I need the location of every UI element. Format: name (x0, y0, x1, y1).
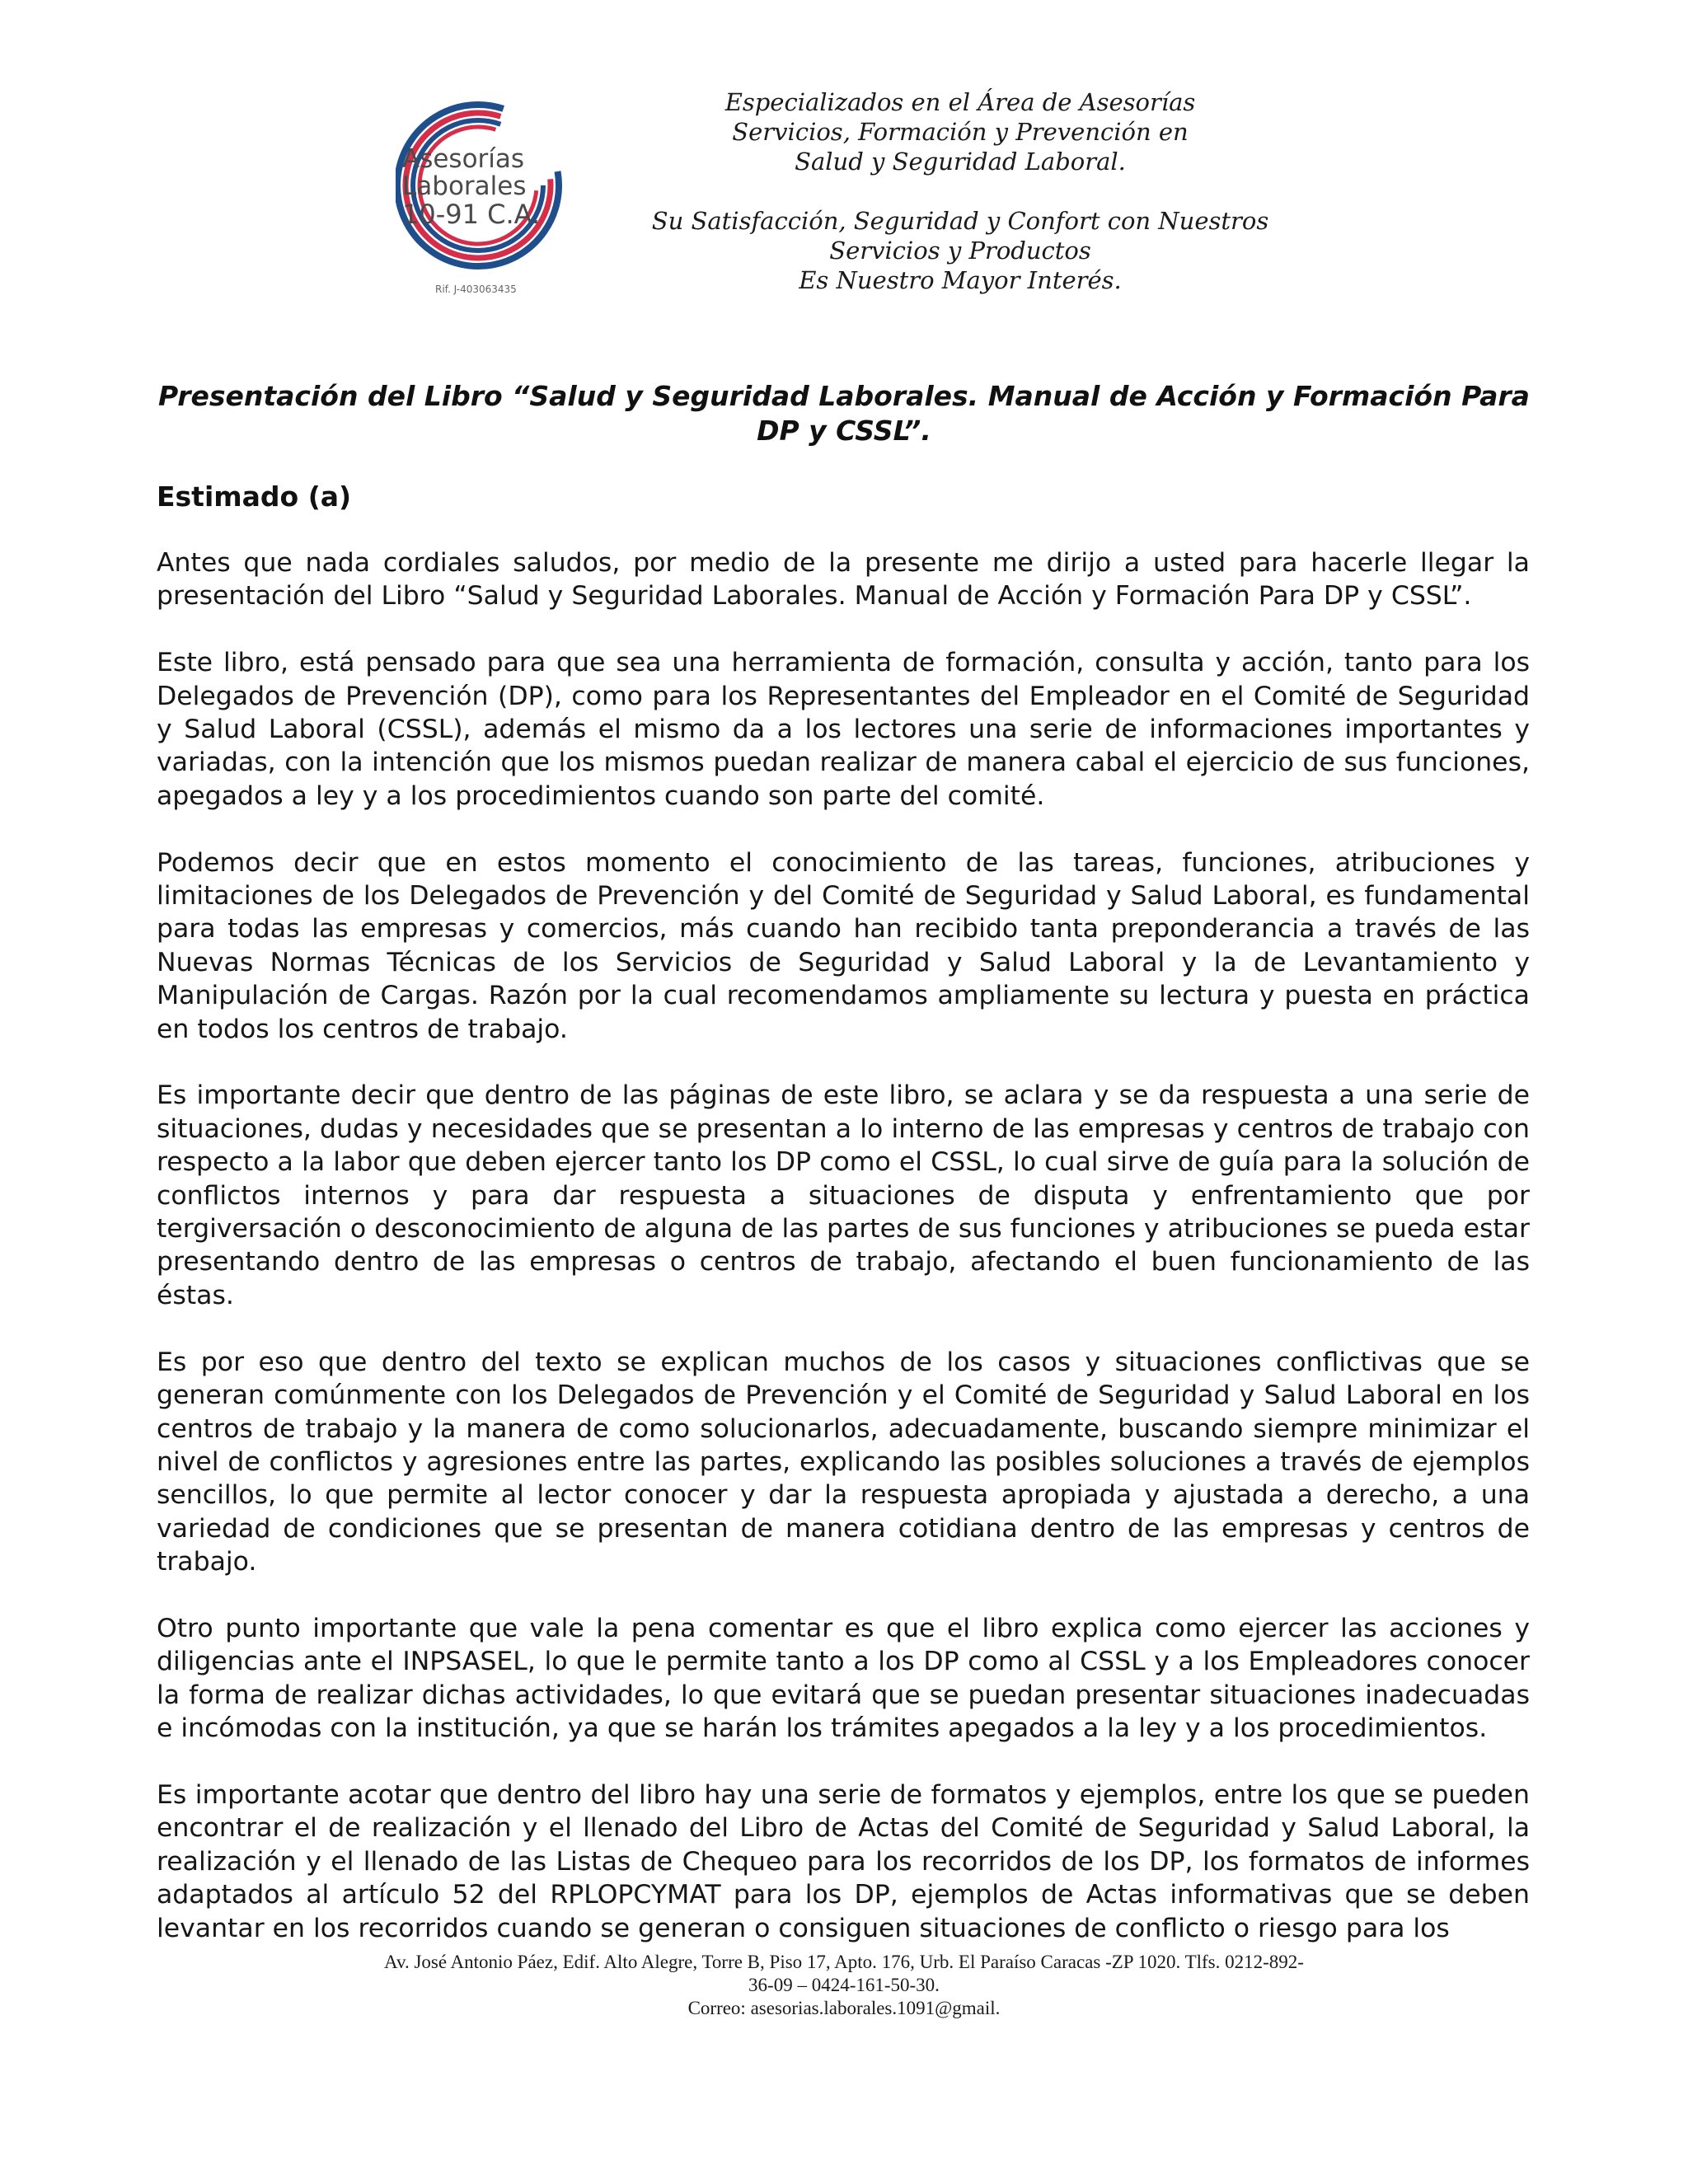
logo-text-line2: Laborales (402, 171, 527, 201)
body-paragraph: Este libro, está pensado para que sea una herramienta de formación, consulta y acción, tanto para los Delegados de Prevención (DP), como para los Representantes del Empleador en el Comité de Seguridad y Salud Laboral (CSSL), además el mismo da a los lectores una serie de informaciones importantes y variadas, con la intención que los mismos puedan realizar de manera cabal el ejercicio de sus funciones, apegados a ley y a los procedimientos cuando son parte del comité. (157, 648, 1530, 811)
company-logo (396, 87, 577, 302)
greeting: Estimado (a) (157, 480, 352, 513)
body-paragraph: Podemos decir que en estos momento el conocimiento de las tareas, funciones, atribuciones y limitaciones de los Delegados de Prevención y del Comité de Seguridad y Salud Laboral, es fundamental para todas las empresas y comercios, más cuando han recibido tanta preponderancia a través de las Nuevas Normas Técnicas de los Servicios de Seguridad y Salud Laboral y la de Levantamiento y Manipulación de Cargas. Razón por la cual recomendamos ampliamente su lectura y puesta en práctica en todos los centros de trabajo. (157, 847, 1530, 1044)
page-footer (280, 1951, 1408, 2020)
tagline-line: Es Nuestro Mayor Interés. (799, 266, 1122, 294)
body-paragraph: Otro punto importante que vale la pena comentar es que el libro explica como ejercer las acciones y diligencias ante el INPSASEL, lo que le permite tanto a los DP como al CSSL y a los Empleadores conocer la forma de realizar dichas actividades, lo que evitará que se puedan presentar situaciones inadecuadas e incómodas con la institución, ya que se harán los trámites apegados a la ley y a los procedimientos. (157, 1613, 1530, 1744)
logo-rif: Rif. J-403063435 (435, 284, 517, 295)
tagline-line: Servicios y Productos (829, 237, 1091, 265)
tagline-line: Especializados en el Área de Asesorías (724, 88, 1196, 116)
logo-text-line1: Asesorías (402, 144, 525, 174)
footer-email: Correo: asesorias.laborales.1091@gmail. (687, 1998, 1001, 2018)
body-paragraph: Es importante acotar que dentro del libro hay una serie de formatos y ejemplos, entre los que se pueden encontrar el de realización y el llenado del Libro de Actas del Comité de Seguridad y Salud Laboral, la realización y el llenado de las Listas de Chequeo para los recorridos de los DP, los formatos de informes adaptados al artículo 52 del RPLOPCYMAT para los DP, ejemplos de Actas informativas que se deben levantar en los recorridos cuando se generan o consiguen situaciones de conflicto o riesgo para los (157, 1779, 1530, 1943)
letter-body (157, 546, 1530, 1945)
body-paragraph: Antes que nada cordiales saludos, por medio de la presente me dirijo a usted para hacerle llegar la presentación del Libro “Salud y Seguridad Laborales. Manual de Acción y Formación Para DP y CSSL”. (157, 548, 1530, 612)
tagline-line: Su Satisfacción, Seguridad y Confort con Nuestros (651, 207, 1269, 235)
body-paragraph: Es importante decir que dentro de las páginas de este libro, se aclara y se da respuesta a una serie de situaciones, dudas y necesidades que se presentan a lo interno de las empresas y centros de trabajo con respecto a la labor que deben ejercer tanto los DP como el CSSL, lo cual sirve de guía para la solución de conflictos internos y para dar respuesta a situaciones de disputa y enfrentamiento que por tergiversación o desconocimiento de alguna de las partes de sus funciones y atribuciones se pueda estar presentando dentro de las empresas o centros de trabajo, afectando el buen funcionamiento de las éstas. (157, 1080, 1530, 1310)
document-title: Presentación del Libro “Salud y Seguridad Laborales. Manual de Acción y Formación Para DP y CSSL”. (158, 380, 1530, 447)
footer-phones: 36-09 – 0424-161-50-30. (748, 1975, 940, 1995)
logo-text-line3: 10-91 C.A. (402, 199, 541, 230)
footer-address: Av. José Antonio Páez, Edif. Alto Alegre, Torre B, Piso 17, Apto. 176, Urb. El Paraíso Caracas -ZP 1020. Tlfs. 0212-892- (384, 1952, 1304, 1972)
tagline-line: Servicios, Formación y Prevención en (732, 118, 1189, 146)
tagline-line: Salud y Seguridad Laboral. (795, 148, 1126, 176)
header-tagline (610, 87, 1311, 295)
body-paragraph: Es por eso que dentro del texto se explican muchos de los casos y situaciones conflictivas que se generan comúnmente con los Delegados de Prevención y el Comité de Seguridad y Salud Laboral en los centros de trabajo y la manera de como solucionarlos, adecuadamente, buscando siempre minimizar el nivel de conflictos y agresiones entre las partes, explicando las posibles soluciones a través de ejemplos sencillos, lo que permite al lector conocer y dar la respuesta apropiada y ajustada a derecho, a una variedad de condiciones que se presentan de manera cotidiana dentro de las empresas y centros de trabajo. (157, 1347, 1530, 1577)
logo-rings-icon (396, 87, 577, 302)
